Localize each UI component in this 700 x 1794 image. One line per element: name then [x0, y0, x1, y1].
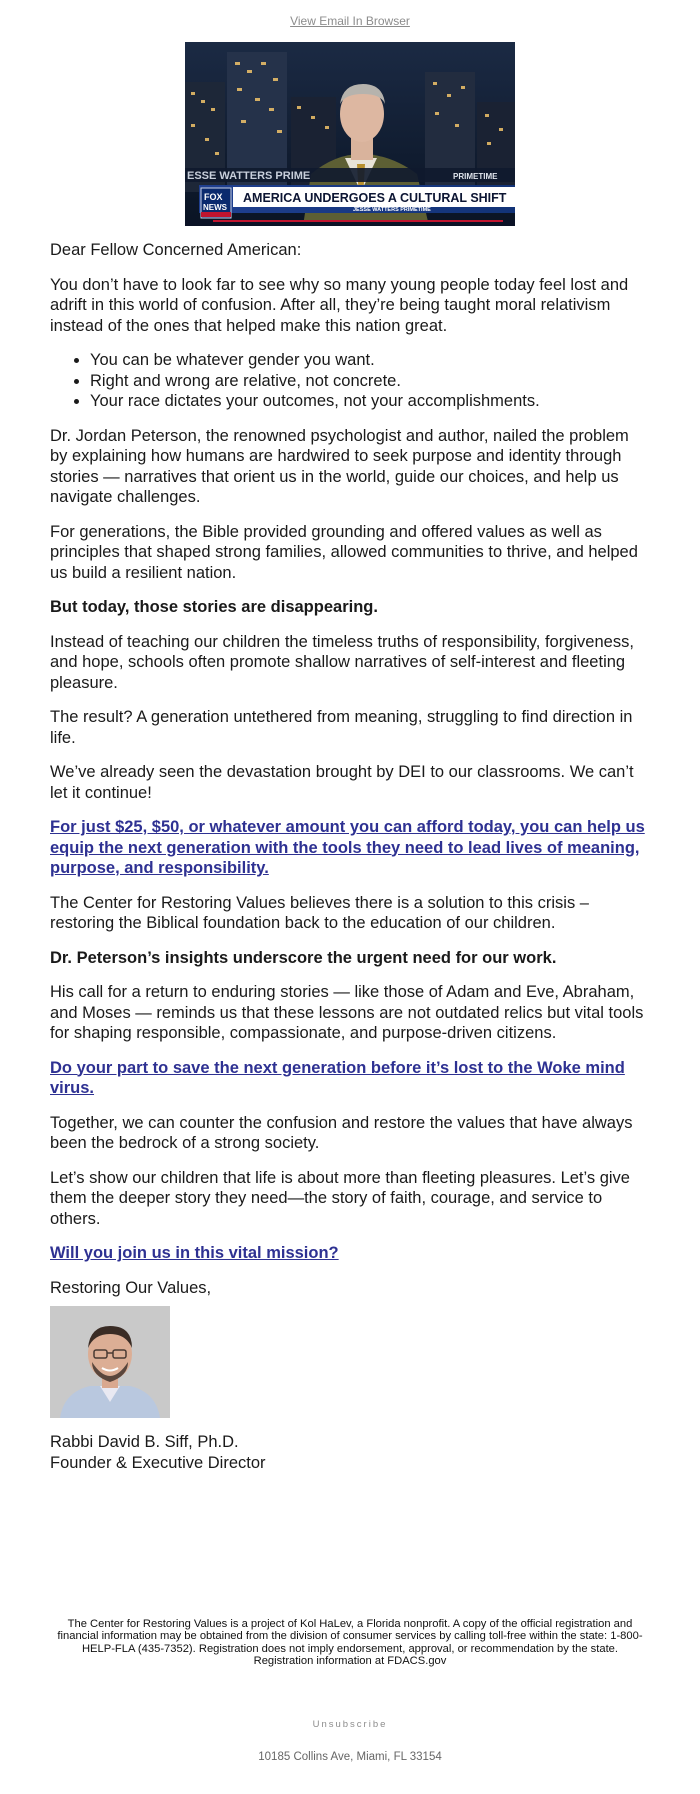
- signer-name: Rabbi David B. Siff, Ph.D.: [50, 1433, 239, 1451]
- paragraph-insights: Dr. Peterson’s insights underscore the urgent need for our work.: [50, 948, 557, 967]
- paragraph-center: The Center for Restoring Values believes there is a solution to this crisis – restoring the Biblical foundation back to the education of our children.: [50, 893, 589, 932]
- greeting: Dear Fellow Concerned American:: [50, 241, 302, 259]
- paragraph-schools: Instead of teaching our children the timeless truths of responsibility, forgiveness, and hope, schools often promote shallow narratives of self-interest and fleeting pleasure.: [50, 632, 634, 692]
- paragraph-peterson: Dr. Jordan Peterson, the renowned psychologist and author, nailed the problem by explaining how humans are hardwired to seek purpose and identity through stories — narratives that orient us in the world, guide our choices, and help us navigate challenges.: [50, 426, 629, 506]
- closing: Restoring Our Values,: [50, 1278, 212, 1297]
- list-item: • Your race dictates your outcomes, not your accomplishments.: [90, 391, 650, 412]
- donate-link-next-generation[interactable]: Do your part to save the next generation before it’s lost to the Woke mind virus.: [50, 1058, 625, 1097]
- signer-portrait: [50, 1306, 170, 1418]
- svg-text:FOX: FOX: [204, 192, 223, 202]
- donate-link-amounts[interactable]: For just $25, $50, or whatever amount you can afford today, you can help us equip the next generation with the tools they need to lead lives of meaning, purpose, and responsibility.: [50, 818, 645, 877]
- paragraph-intro: You don’t have to look far to see why so many young people today feel lost and adrift in this world of confusion. After all, they’re being taught moral relativism instead of the ones that helped make this nation great.: [50, 275, 629, 335]
- chyron-show-name: JESSE WATTERS PRIMETIME: [353, 207, 431, 213]
- hero-watermark-left: ESSE WATTERS PRIME: [187, 170, 311, 182]
- list-item: • You can be whatever gender you want.: [90, 350, 650, 371]
- signer-title: Founder & Executive Director: [50, 1453, 266, 1472]
- paragraph-dei: We’ve already seen the devastation brought by DEI to our classrooms. We can’t let it continue!: [50, 763, 634, 802]
- paragraph-stories: His call for a return to enduring stories — like those of Adam and Eve, Abraham, and Moses — reminds us that these lessons are not outdated relics but vital tools for shaping responsible, compassionate, and purpose-driven citizens.: [50, 983, 644, 1042]
- hero-watermark-right: PRIMETIME: [453, 172, 498, 181]
- svg-text:NEWS: NEWS: [203, 203, 227, 212]
- letter-body: [0, 240, 700, 1473]
- unsubscribe-link[interactable]: Unsubscribe: [312, 1719, 388, 1730]
- legal-disclosure: The Center for Restoring Values is a project of Kol HaLev, a Florida nonprofit. A copy of the official registration and financial information may be obtained from the division of consumer services by calling toll-free within the state: 1-800-HELP-FLA (435-7352). Registration does not imply endorsement, approval, or recommendation by the state. Registration information at FDACS.gov: [57, 1618, 643, 1668]
- join-mission-link[interactable]: Will you join us in this vital mission?: [50, 1244, 339, 1262]
- paragraph-show-children: Let’s show our children that life is about more than fleeting pleasures. Let’s give them the deeper story they need—the story of faith, courage, and service to others.: [50, 1168, 630, 1228]
- view-in-browser-link[interactable]: View Email In Browser: [290, 14, 410, 28]
- paragraph-bible: For generations, the Bible provided grounding and offered values as well as principles that shaped strong families, allowed communities to thrive, and helped us build a resilient nation.: [50, 522, 638, 582]
- list-item: • Right and wrong are relative, not concrete.: [90, 371, 650, 392]
- paragraph-disappearing: But today, those stories are disappearing.: [50, 598, 378, 616]
- paragraph-together: Together, we can counter the confusion and restore the values that have always been the bedrock of a strong society.: [50, 1113, 633, 1152]
- mailing-address: 10185 Collins Ave, Miami, FL 33154: [258, 1751, 442, 1763]
- chyron-headline: AMERICA UNDERGOES A CULTURAL SHIFT: [243, 191, 507, 205]
- signature-block: [50, 1432, 650, 1473]
- hero-news-image[interactable]: [185, 42, 515, 226]
- bullet-list: [90, 350, 650, 412]
- paragraph-result: The result? A generation untethered from meaning, struggling to find direction in life.: [50, 708, 633, 747]
